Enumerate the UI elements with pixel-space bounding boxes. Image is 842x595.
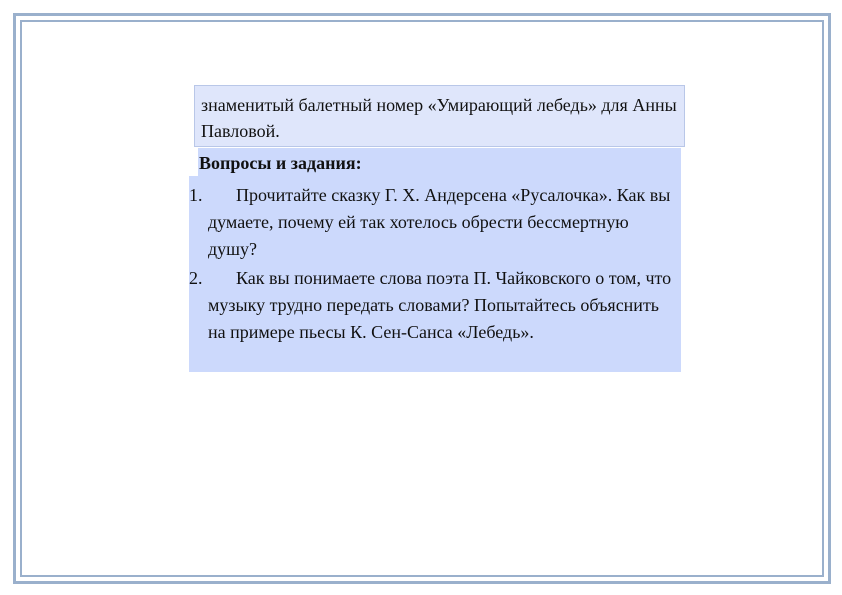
question-number: 1.: [189, 185, 203, 205]
question-number: 2.: [189, 268, 203, 288]
question-item: [189, 265, 681, 346]
questions-heading: Вопросы и задания:: [199, 153, 362, 173]
question-text: Как вы понимаете слова поэта П. Чайковского о том, что музыку трудно передать словами? Попытайтесь объяснить на примере пьесы К. Сен-Санса «Лебедь».: [208, 268, 672, 342]
intro-text-box[interactable]: [194, 85, 685, 147]
intro-text: знаменитый балетный номер «Умирающий лебедь» для Анны Павловой.: [201, 95, 677, 141]
questions-box[interactable]: [189, 148, 681, 372]
question-item: [189, 182, 681, 263]
question-text: Прочитайте сказку Г. Х. Андерсена «Русалочка». Как вы думаете, почему ей так хотелось обрести бессмертную душу?: [208, 185, 671, 259]
questions-box-notch: [189, 148, 198, 176]
